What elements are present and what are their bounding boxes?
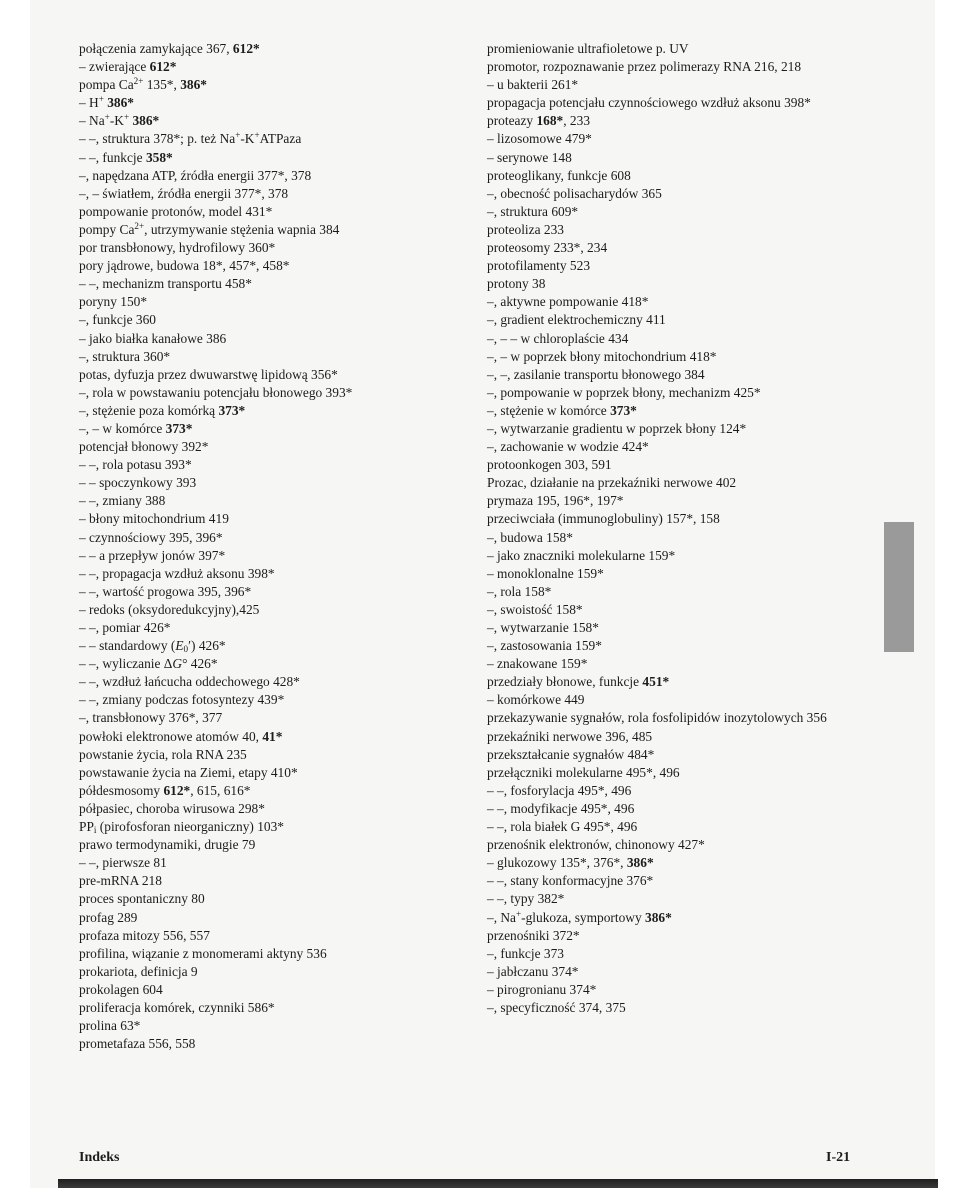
index-entry: proliferacja komórek, czynniki 586* <box>79 999 275 1015</box>
index-entry: pompa $Ca^{2+}$ 135*, 386* <box>79 76 207 93</box>
index-entry: –, Na+-glukoza, symportowy 386* <box>487 908 672 925</box>
index-column-right <box>487 40 863 1017</box>
index-entry: Prozac, działanie na przekaźniki nerwowe 402 <box>487 475 737 491</box>
index-entry: półpasiec, choroba wirusowa 298* <box>79 800 265 816</box>
index-entry: przełączniki molekularne 495*, 496 <box>487 764 680 780</box>
index-entry: –, – w komórce 373* <box>79 420 193 436</box>
index-entry: –, stężenie w komórce 373* <box>487 402 637 418</box>
index-entry: przeciwciała (immunoglobuliny) 157*, 158 <box>487 511 720 527</box>
index-entry: półdesmosomy 612*, 615, 616* <box>79 782 251 798</box>
index-entry: – monoklonalne 159* <box>487 565 604 581</box>
index-entry: pre-mRNA 218 <box>79 873 162 889</box>
index-entry: protony 38 <box>487 276 546 292</box>
index-entry: $PP_i$ (pirofosforan nieorganiczny) 103* <box>79 819 284 835</box>
index-entry: powłoki elektronowe atomów 40, 41* <box>79 728 283 744</box>
index-entry: – znakowane 159* <box>487 656 588 672</box>
index-entry: promotor, rozpoznawanie przez polimerazy RNA 216, 218 <box>487 59 802 75</box>
index-entry: profilina, wiązanie z monomerami aktyny 536 <box>79 945 327 961</box>
index-entry: – –, wzdłuż łańcucha oddechowego 428* <box>79 674 300 690</box>
index-entry: –, stężenie poza komórką 373* <box>79 402 246 418</box>
index-entry: prokariota, definicja 9 <box>79 963 198 979</box>
index-entry: –, pompowanie w poprzek błony, mechanizm 425* <box>487 384 761 400</box>
thumb-index-tab <box>884 522 914 652</box>
index-entry: – –, wartość progowa 395, 396* <box>79 583 252 599</box>
index-entry: por transbłonowy, hydrofilowy 360* <box>79 240 276 256</box>
index-entry: – błony mitochondrium 419 <box>79 511 229 527</box>
index-entry: –, rola 158* <box>487 583 552 599</box>
index-entry: – –, fosforylacja 495*, 496 <box>487 782 632 798</box>
index-entry: – pirogronianu 374* <box>487 981 597 997</box>
index-entry: – u bakterii 261* <box>487 77 579 93</box>
index-entry: prawo termodynamiki, drugie 79 <box>79 837 256 853</box>
index-entry: –, obecność polisacharydów 365 <box>487 185 662 201</box>
index-entry: proteoliza 233 <box>487 221 564 237</box>
index-entry: profaza mitozy 556, 557 <box>79 927 210 943</box>
index-entry: –, zastosowania 159* <box>487 638 602 654</box>
index-column-left <box>79 40 469 1053</box>
page-bottom-edge <box>58 1179 938 1188</box>
index-entry: przenośnik elektronów, chinonowy 427* <box>487 837 705 853</box>
index-entry: –, struktura 360* <box>79 348 171 364</box>
index-entry: –, transbłonowy 376*, 377 <box>79 710 223 726</box>
index-entry: proteazy 168*, 233 <box>487 113 591 129</box>
index-entry: prokolagen 604 <box>79 981 163 997</box>
index-entry: propagacja potencjału czynnościowego wzdłuż aksonu 398* <box>487 95 811 111</box>
index-entry: – Na+-K+ 386* <box>79 112 160 129</box>
index-entry: –, napędzana ATP, źródła energii 377*, 378 <box>79 167 312 183</box>
index-entry: –, – światłem, źródła energii 377*, 378 <box>79 185 289 201</box>
index-entry: – –, mechanizm transportu 458* <box>79 276 252 292</box>
index-entry: – –, modyfikacje 495*, 496 <box>487 800 635 816</box>
index-entry: –, aktywne pompowanie 418* <box>487 294 649 310</box>
index-entry: – redoks (oksydoredukcyjny),425 <box>79 601 260 617</box>
index-entry: – –, struktura 378*; p. też Na+-K+ATPaza <box>79 130 302 147</box>
index-entry: –, gradient elektrochemiczny 411 <box>487 312 666 328</box>
index-entry: promieniowanie ultrafioletowe p. UV <box>487 41 689 56</box>
index-entry: przedziały błonowe, funkcje 451* <box>487 674 670 690</box>
index-entry: –, specyficzność 374, 375 <box>487 999 626 1015</box>
index-entry: – –, propagacja wzdłuż aksonu 398* <box>79 565 275 581</box>
index-entry: pompowanie protonów, model 431* <box>79 203 273 219</box>
footer-section-title: Indeks <box>79 1150 120 1165</box>
index-entry: pory jądrowe, budowa 18*, 457*, 458* <box>79 258 290 274</box>
index-entry: powstanie życia, rola RNA 235 <box>79 746 247 762</box>
index-entry: proces spontaniczny 80 <box>79 891 205 907</box>
index-entry: –, funkcje 360 <box>79 312 156 328</box>
index-entry: – – standardowy $(E_0')$ 426* <box>79 638 226 654</box>
index-entry: –, –, zasilanie transportu błonowego 384 <box>487 366 705 382</box>
index-entry: –, rola w powstawaniu potencjału błonowego 393* <box>79 384 353 400</box>
index-entry: –, swoistość 158* <box>487 601 583 617</box>
index-entry: – glukozowy 135*, 376*, 386* <box>487 855 654 871</box>
index-entry: – –, zmiany 388 <box>79 493 166 509</box>
index-entry: przekaźniki nerwowe 396, 485 <box>487 728 653 744</box>
index-entry: przekazywanie sygnałów, rola fosfolipidów inozytolowych 356 <box>487 710 827 726</box>
index-entry: –, – w poprzek błony mitochondrium 418* <box>487 348 717 364</box>
index-entry: profag 289 <box>79 909 138 925</box>
index-entry: – –, rola potasu 393* <box>79 457 192 473</box>
index-entry: połączenia zamykające 367, 612* <box>79 41 260 56</box>
index-entry: –, wytwarzanie 158* <box>487 620 599 635</box>
index-entry: pompy $Ca^{2+}$, utrzymywanie stężenia wapnia 384 <box>79 220 340 237</box>
page-number: I-21 <box>826 1150 851 1165</box>
index-entry: –, budowa 158* <box>487 529 573 545</box>
index-entry: proteoglikany, funkcje 608 <box>487 167 631 183</box>
index-entry: –, struktura 609* <box>487 203 579 219</box>
index-entry: – –, rola białek G 495*, 496 <box>487 819 638 835</box>
index-entry: – serynowe 148 <box>487 149 572 165</box>
index-entry: – – a przepływ jonów 397* <box>79 547 226 563</box>
index-entry: potas, dyfuzja przez dwuwarstwę lipidową 356* <box>79 366 338 382</box>
index-entry: – –, pomiar 426* <box>79 620 171 635</box>
index-entry: – zwierające 612* <box>79 59 177 75</box>
index-entry: –, – – w chloroplaście 434 <box>487 330 629 346</box>
index-entry: poryny 150* <box>79 294 148 310</box>
index-entry: – jako znaczniki molekularne 159* <box>487 547 676 563</box>
index-entry: – komórkowe 449 <box>487 692 585 708</box>
index-entry: – jako białka kanałowe 386 <box>79 330 227 346</box>
index-entry: – czynnościowy 395, 396* <box>79 529 223 545</box>
index-entry: prolina 63* <box>79 1018 141 1034</box>
index-entry: proteosomy 233*, 234 <box>487 240 608 256</box>
index-entry: – – spoczynkowy 393 <box>79 475 197 491</box>
index-entry: prymaza 195, 196*, 197* <box>487 493 624 509</box>
index-entry: – –, typy 382* <box>487 891 565 907</box>
index-entry: prometafaza 556, 558 <box>79 1036 196 1052</box>
index-entry: – –, pierwsze 81 <box>79 855 167 871</box>
index-entry: przekształcanie sygnałów 484* <box>487 746 655 762</box>
index-entry: –, zachowanie w wodzie 424* <box>487 439 649 455</box>
index-entry: przenośniki 372* <box>487 927 580 943</box>
index-entry: – jabłczanu 374* <box>487 963 579 979</box>
index-entry: powstawanie życia na Ziemi, etapy 410* <box>79 764 298 780</box>
index-entry: – –, zmiany podczas fotosyntezy 439* <box>79 692 285 708</box>
index-entry: – –, wyliczanie ΔG° 426* <box>79 656 218 672</box>
index-entry: – H+ 386* <box>79 94 134 111</box>
index-entry: –, funkcje 373 <box>487 945 564 961</box>
index-entry: – lizosomowe 479* <box>487 131 592 147</box>
index-entry: potencjał błonowy 392* <box>79 439 209 455</box>
index-entry: – –, funkcje 358* <box>79 149 173 165</box>
index-entry: –, wytwarzanie gradientu w poprzek błony 124* <box>487 420 747 436</box>
index-entry: protofilamenty 523 <box>487 258 591 274</box>
index-entry: – –, stany konformacyjne 376* <box>487 873 654 889</box>
index-entry: protoonkogen 303, 591 <box>487 457 612 473</box>
